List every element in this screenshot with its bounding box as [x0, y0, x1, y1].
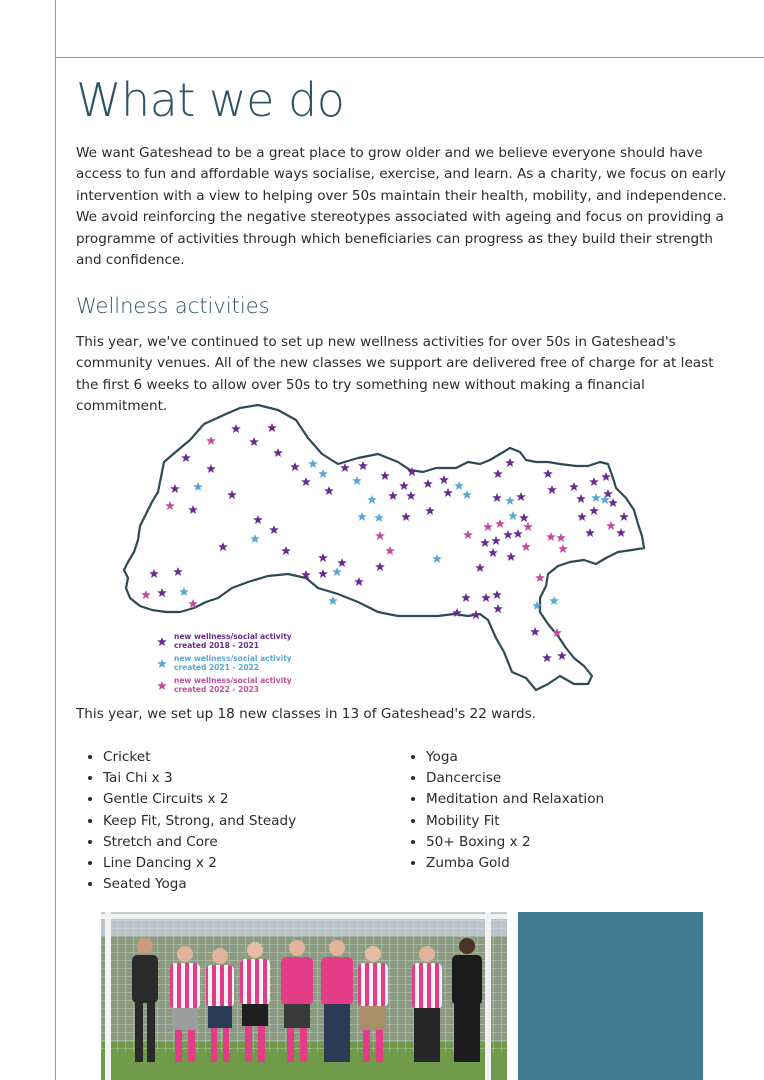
class-item: • 50+ Boxing x 2: [426, 832, 604, 853]
activity-star-icon: [269, 525, 279, 534]
activity-star-icon: [542, 653, 552, 662]
activity-star-icon: [463, 530, 473, 539]
activity-star-icon: [513, 529, 523, 538]
activity-star-icon: [475, 563, 485, 572]
activity-star-icon: [273, 448, 283, 457]
activity-star-icon: [227, 490, 237, 499]
class-item: • Dancercise: [426, 768, 604, 789]
activity-star-icon: [521, 542, 531, 551]
section-heading: Wellness activities: [76, 294, 270, 318]
activity-star-icon: [589, 477, 599, 486]
activity-star-icon: [492, 590, 502, 599]
teal-panel: [518, 912, 703, 1080]
legend-2-line2: created 2021 - 2022: [174, 663, 260, 672]
activity-star-icon: [481, 593, 491, 602]
activity-star-icon: [231, 424, 241, 433]
class-item: • Cricket: [103, 747, 296, 768]
activity-star-icon: [546, 532, 556, 541]
activity-star-icon: [585, 528, 595, 537]
activity-star-icon: [388, 491, 398, 500]
activity-star-icon: [461, 593, 471, 602]
activity-star-icon: [493, 469, 503, 478]
activity-star-icon: [619, 512, 629, 521]
activity-star-icon: [480, 538, 490, 547]
class-item: • Zumba Gold: [426, 853, 604, 874]
activity-star-icon: [492, 493, 502, 502]
activity-star-icon: [380, 471, 390, 480]
activity-star-icon: [503, 530, 513, 539]
section-paragraph: This year, we've continued to set up new wellness activities for over 50s in Gateshead's community venues. All of the new classes we support are delivered free of charge for at least the first 6 weeks to allow over 50s to try something new without making a financial commitment.: [76, 334, 714, 415]
activity-star-icon: [340, 463, 350, 472]
legend-2-line1: new wellness/social activity: [174, 654, 292, 663]
header-rule: [55, 57, 764, 58]
activity-star-icon: [591, 493, 601, 502]
activity-star-icon: [505, 458, 515, 467]
activity-star-icon: [165, 501, 175, 510]
activity-star-icon: [557, 651, 567, 660]
activity-star-icon: [157, 588, 167, 597]
page-title: What we do: [76, 73, 345, 127]
legend-star-icon: [157, 659, 167, 668]
activity-star-icon: [491, 536, 501, 545]
gateshead-activity-map: [108, 402, 648, 694]
activity-star-icon: [443, 488, 453, 497]
activity-star-icon: [406, 491, 416, 500]
legend-star-icon: [157, 637, 167, 646]
activity-star-icon: [367, 495, 377, 504]
class-item: • Mobility Fit: [426, 811, 604, 832]
activity-star-icon: [173, 567, 183, 576]
activity-star-icon: [318, 553, 328, 562]
activity-star-icon: [181, 453, 191, 462]
legend-1-line2: created 2018 - 2021: [174, 641, 260, 650]
activity-star-icon: [357, 512, 367, 521]
activity-star-icon: [493, 604, 503, 613]
activity-star-icon: [558, 544, 568, 553]
page-margin-rule: [55, 0, 56, 1080]
activity-star-icon: [616, 528, 626, 537]
activity-star-icon: [535, 573, 545, 582]
activity-star-icon: [253, 515, 263, 524]
map-markers: [141, 423, 629, 662]
activity-star-icon: [601, 472, 611, 481]
activity-star-icon: [375, 562, 385, 571]
activity-star-icon: [301, 477, 311, 486]
activity-star-icon: [324, 486, 334, 495]
activity-star-icon: [454, 481, 464, 490]
class-item: • Gentle Circuits x 2: [103, 789, 296, 810]
activity-star-icon: [290, 462, 300, 471]
activity-star-icon: [188, 505, 198, 514]
team-photo: [101, 912, 507, 1080]
activity-star-icon: [374, 513, 384, 522]
activity-star-icon: [519, 513, 529, 522]
intro-paragraph: We want Gateshead to be a great place to grow older and we believe everyone should have access to fun and affordable ways socialise, exercise, and learn. As a charity, we focus on early intervention with a view to helping over 50s maintain their health, mobility, and independence. We avoid reinforcing the negative stereotypes associated with ageing and focus on providing a programme of activities through which beneficiaries can progress as they build their strength and confidence.: [76, 145, 727, 269]
class-item: • Stretch and Core: [103, 832, 296, 853]
activity-star-icon: [432, 554, 442, 563]
activity-star-icon: [337, 558, 347, 567]
activity-star-icon: [608, 498, 618, 507]
legend-3-line1: new wellness/social activity: [174, 676, 292, 685]
legend-star-icon: [157, 681, 167, 690]
activity-star-icon: [495, 519, 505, 528]
activity-star-icon: [516, 492, 526, 501]
activity-star-icon: [375, 531, 385, 540]
activity-star-icon: [569, 482, 579, 491]
activity-star-icon: [483, 522, 493, 531]
legend-1-line1: new wellness/social activity: [174, 632, 292, 641]
class-item: • Keep Fit, Strong, and Steady: [103, 811, 296, 832]
activity-star-icon: [141, 590, 151, 599]
activity-star-icon: [600, 495, 610, 504]
activity-star-icon: [401, 512, 411, 521]
activity-star-icon: [399, 481, 409, 490]
activity-star-icon: [332, 567, 342, 576]
legend-3-line2: created 2022 - 2023: [174, 685, 260, 694]
activity-star-icon: [250, 534, 260, 543]
activity-star-icon: [606, 521, 616, 530]
class-item: • Yoga: [426, 747, 604, 768]
activity-star-icon: [543, 469, 553, 478]
activity-star-icon: [577, 512, 587, 521]
activity-star-icon: [206, 464, 216, 473]
activity-star-icon: [354, 577, 364, 586]
activity-star-icon: [505, 496, 515, 505]
activity-star-icon: [549, 596, 559, 605]
summary-text: This year, we set up 18 new classes in 13 of Gateshead's 22 wards.: [76, 706, 537, 722]
activity-star-icon: [249, 437, 259, 446]
activity-star-icon: [149, 569, 159, 578]
class-item: • Tai Chi x 3: [103, 768, 296, 789]
activity-star-icon: [318, 569, 328, 578]
activity-star-icon: [170, 484, 180, 493]
class-item: • Seated Yoga: [103, 874, 296, 895]
activity-star-icon: [385, 546, 395, 555]
activity-star-icon: [423, 479, 433, 488]
activity-star-icon: [471, 610, 481, 619]
activity-star-icon: [352, 476, 362, 485]
activity-star-icon: [179, 587, 189, 596]
activity-star-icon: [523, 522, 533, 531]
activity-star-icon: [308, 459, 318, 468]
class-list-left: [77, 747, 296, 895]
map-legend: [157, 632, 292, 694]
activity-star-icon: [193, 482, 203, 491]
activity-star-icon: [488, 548, 498, 557]
activity-star-icon: [506, 552, 516, 561]
activity-star-icon: [328, 596, 338, 605]
activity-star-icon: [318, 469, 328, 478]
activity-star-icon: [281, 546, 291, 555]
activity-star-icon: [556, 533, 566, 542]
activity-star-icon: [206, 436, 216, 445]
activity-star-icon: [425, 506, 435, 515]
activity-star-icon: [218, 542, 228, 551]
activity-star-icon: [267, 423, 277, 432]
activity-star-icon: [547, 485, 557, 494]
activity-star-icon: [508, 511, 518, 520]
class-list-right: [400, 747, 604, 874]
class-item: • Line Dancing x 2: [103, 853, 296, 874]
activity-star-icon: [530, 627, 540, 636]
activity-star-icon: [589, 506, 599, 515]
activity-star-icon: [439, 475, 449, 484]
activity-star-icon: [462, 490, 472, 499]
class-item: • Meditation and Relaxation: [426, 789, 604, 810]
activity-star-icon: [358, 461, 368, 470]
activity-star-icon: [576, 494, 586, 503]
